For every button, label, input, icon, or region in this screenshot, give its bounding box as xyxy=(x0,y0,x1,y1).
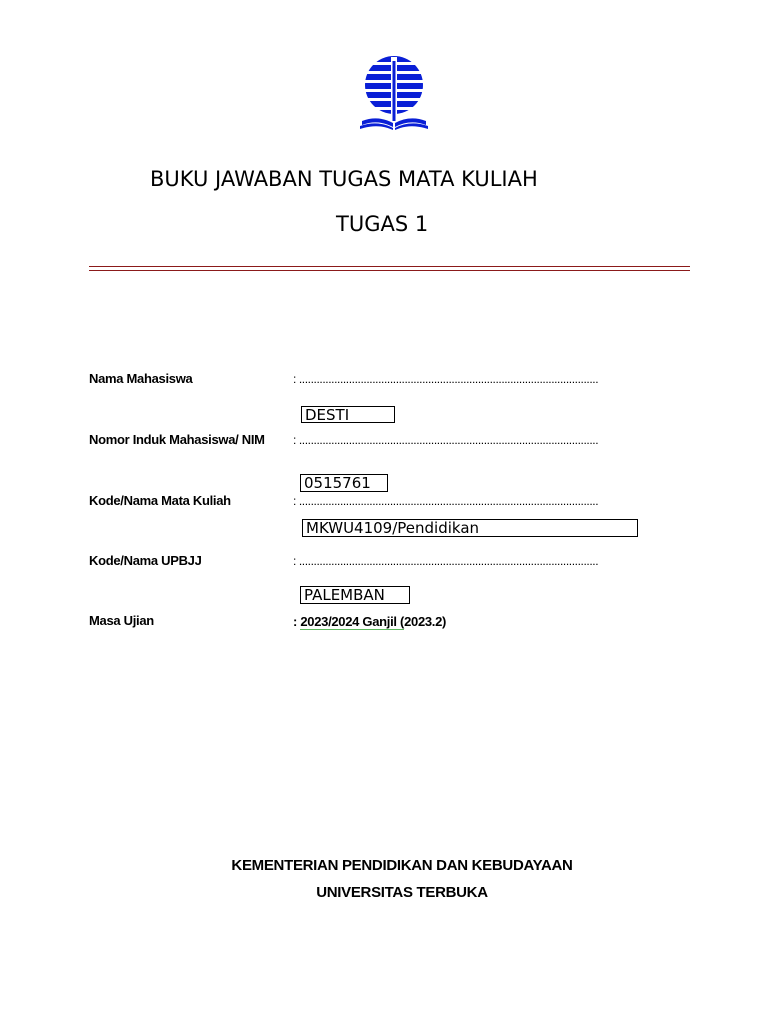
footer-university: UNIVERSITAS TERBUKA xyxy=(316,884,488,901)
footer-ministry: KEMENTERIAN PENDIDIKAN DAN KEBUDAYAAN xyxy=(231,857,573,874)
field-label-mata-kuliah: Kode/Nama Mata Kuliah xyxy=(89,493,231,508)
field-dots-upbjj: : ...................................................................................................... xyxy=(293,554,599,568)
page-subtitle: TUGAS 1 xyxy=(336,212,429,236)
masa-ujian-value xyxy=(293,614,446,629)
header-divider xyxy=(89,270,690,271)
field-label-masa-ujian: Masa Ujian xyxy=(89,613,154,628)
field-label-nama: Nama Mahasiswa xyxy=(89,371,193,386)
page-title: BUKU JAWABAN TUGAS MATA KULIAH xyxy=(150,167,538,191)
masa-ujian-code: 2023.2) xyxy=(404,614,447,629)
masa-ujian-prefix: : xyxy=(293,614,301,629)
field-label-upbjj: Kode/Nama UPBJJ xyxy=(89,553,202,568)
nama-input[interactable]: DESTI xyxy=(301,406,395,423)
header-divider xyxy=(89,266,690,267)
upbjj-input[interactable]: PALEMBAN xyxy=(300,586,410,604)
field-label-nim: Nomor Induk Mahasiswa/ NIM xyxy=(89,432,265,447)
universitas-terbuka-logo-icon xyxy=(358,55,430,131)
mata-kuliah-input[interactable]: MKWU4109/Pendidikan xyxy=(302,519,638,537)
nim-input[interactable]: 0515761 xyxy=(300,474,388,492)
masa-ujian-period: 2023/2024 Ganjil ( xyxy=(300,614,405,629)
field-dots-nama: : ...................................................................................................... xyxy=(293,372,599,386)
field-dots-nim: : ...................................................................................................... xyxy=(293,433,599,447)
field-dots-mata-kuliah: : ...................................................................................................... xyxy=(293,494,599,508)
